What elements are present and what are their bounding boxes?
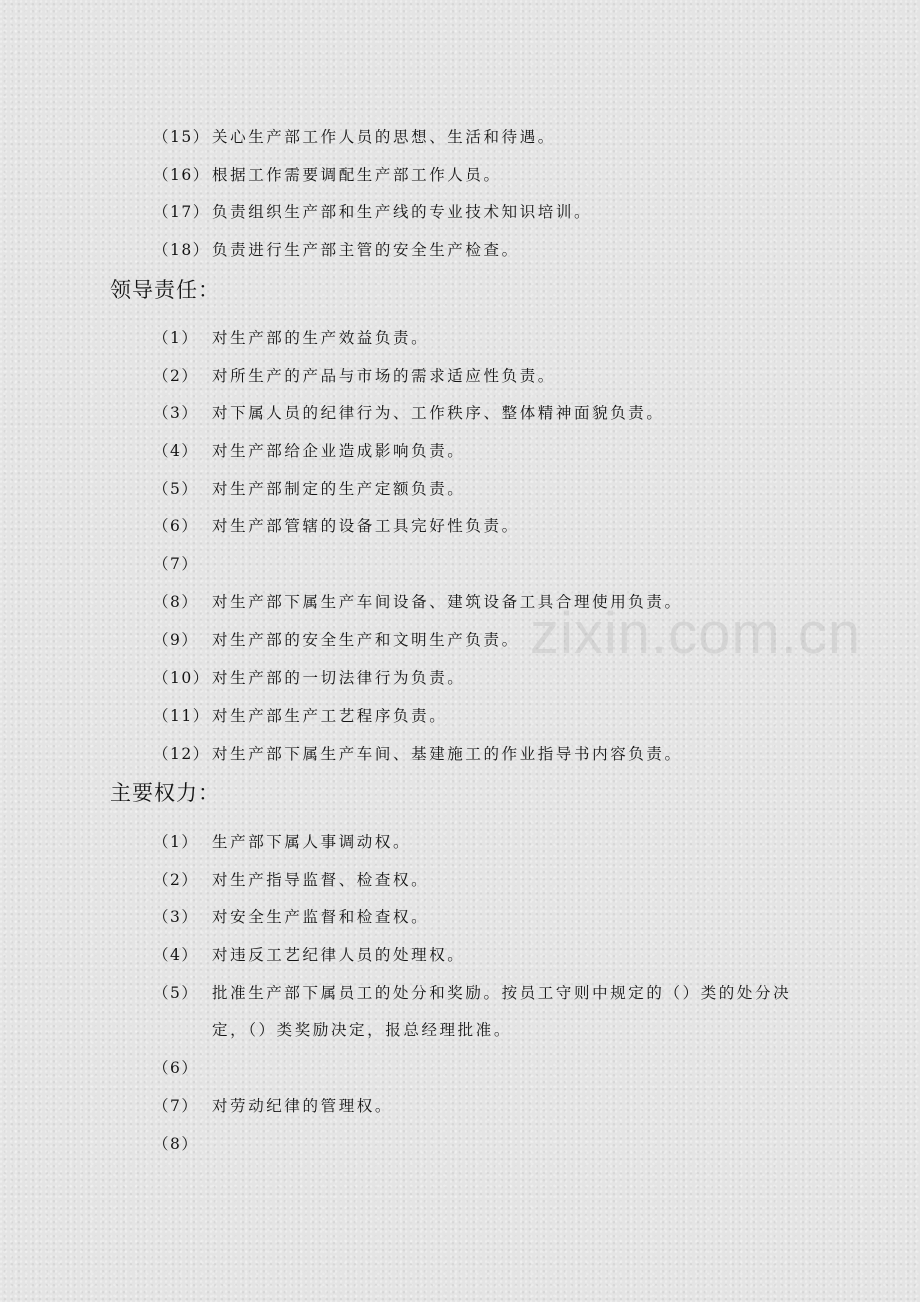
item-number: （4） <box>153 442 199 460</box>
item-number: （3） <box>153 908 199 926</box>
item-text: 对生产部给企业造成影响负责。 <box>212 442 466 460</box>
item-number: （6） <box>153 1059 199 1077</box>
item-number: （10） <box>153 669 210 687</box>
item-text: 对生产部制定的生产定额负责。 <box>212 480 466 498</box>
item-number: （8） <box>153 593 199 611</box>
item-number: （1） <box>153 833 199 851</box>
item-text: 对生产部的生产效益负责。 <box>212 329 430 347</box>
watermark: zixin.com.cn <box>530 601 862 666</box>
item-number: （1） <box>153 329 199 347</box>
item-text: 对生产部下属生产车间、基建施工的作业指导书内容负责。 <box>212 745 683 763</box>
item-number: （7） <box>153 1097 199 1115</box>
item-number: （15） <box>153 128 210 146</box>
item-text: 对生产部下属生产车间设备、建筑设备工具合理使用负责。 <box>212 593 683 611</box>
item-text: 对安全生产监督和检查权。 <box>212 908 430 926</box>
section-heading-powers: 主要权力： <box>110 781 220 805</box>
item-text: 关心生产部工作人员的思想、生活和待遇。 <box>212 128 556 146</box>
item-number: （18） <box>153 241 210 259</box>
item-text: 生产部下属人事调动权。 <box>212 833 412 851</box>
item-text: 对生产指导监督、检查权。 <box>212 871 430 889</box>
item-number: （17） <box>153 203 210 221</box>
item-text: 负责进行生产部主管的安全生产检查。 <box>212 241 520 259</box>
item-number: （6） <box>153 517 199 535</box>
item-text: 批准生产部下属员工的处分和奖励。按员工守则中规定的（）类的处分决 <box>212 984 792 1002</box>
item-text: 对违反工艺纪律人员的处理权。 <box>212 946 466 964</box>
item-number: （2） <box>153 367 199 385</box>
item-number: （9） <box>153 631 199 649</box>
item-text: 根据工作需要调配生产部工作人员。 <box>212 166 502 184</box>
item-number: （4） <box>153 946 199 964</box>
item-number: （5） <box>153 984 199 1002</box>
section-heading-leadership: 领导责任： <box>110 278 220 302</box>
item-number: （3） <box>153 404 199 422</box>
item-text: 负责组织生产部和生产线的专业技术知识培训。 <box>212 203 593 221</box>
item-number: （12） <box>153 745 210 763</box>
item-text: 对生产部的一切法律行为负责。 <box>212 669 466 687</box>
item-text: 对生产部生产工艺程序负责。 <box>212 707 448 725</box>
item-number: （11） <box>153 707 210 725</box>
item-number: （7） <box>153 555 199 573</box>
item-text: 对劳动纪律的管理权。 <box>212 1097 394 1115</box>
item-text-continuation: 定，（）类奖励决定，报总经理批准。 <box>212 1021 512 1039</box>
item-number: （16） <box>153 166 210 184</box>
item-number: （2） <box>153 871 199 889</box>
item-text: 对生产部管辖的设备工具完好性负责。 <box>212 517 520 535</box>
item-text: 对下属人员的纪律行为、工作秩序、整体精神面貌负责。 <box>212 404 665 422</box>
item-text: 对生产部的安全生产和文明生产负责。 <box>212 631 520 649</box>
item-number: （8） <box>153 1135 199 1153</box>
item-number: （5） <box>153 480 199 498</box>
item-text: 对所生产的产品与市场的需求适应性负责。 <box>212 367 556 385</box>
